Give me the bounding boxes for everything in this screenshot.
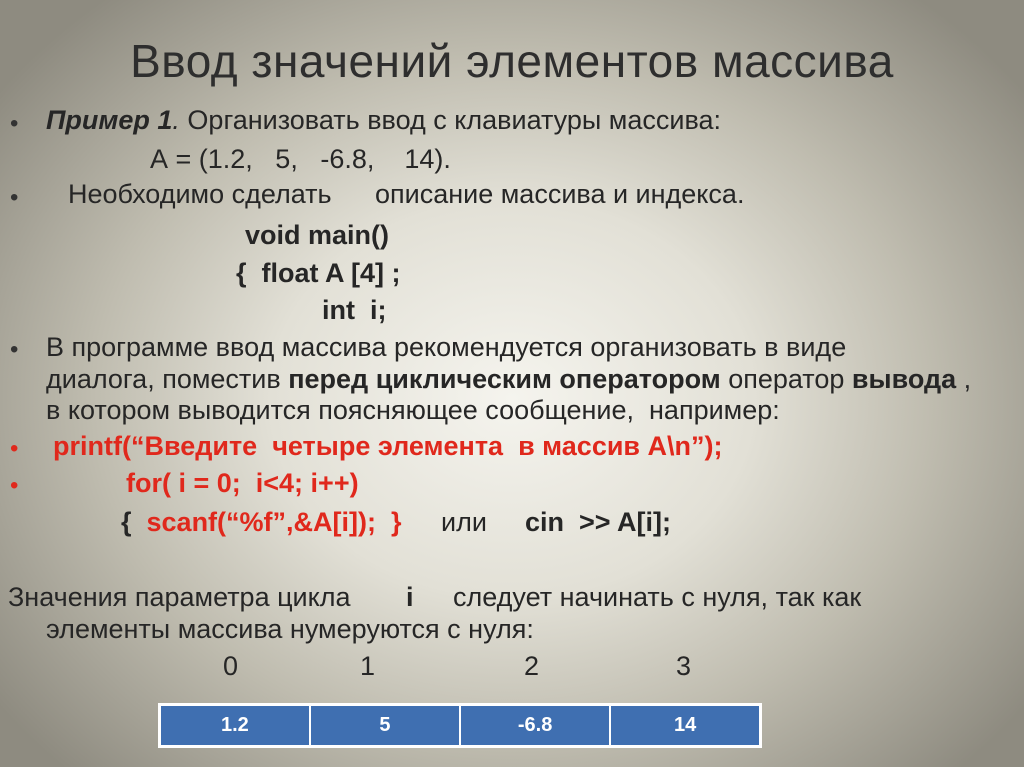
example-line (46, 107, 721, 134)
code-void-main: void main() (245, 220, 390, 250)
paragraph-emphasis: перед циклическим оператором (288, 364, 721, 394)
paragraph-text: оператор (720, 364, 852, 394)
example-label: Пример 1 (46, 105, 173, 135)
bullet-marker: • (10, 472, 19, 499)
array-index: 0 (223, 651, 239, 681)
array-cell: 5 (310, 705, 460, 747)
paragraph-emphasis: вывода (851, 364, 957, 394)
array-index: 2 (524, 651, 540, 681)
code-scanf-line (121, 509, 402, 536)
paragraph-text: диалога, поместив (46, 364, 289, 394)
loop-param-text-1: Значения параметра цикла (8, 582, 351, 612)
code-brace: { (121, 507, 147, 537)
code-cin: cin >> A[i]; (525, 507, 672, 537)
array-cell: -6.8 (460, 705, 610, 747)
array-table (158, 703, 762, 748)
loop-param-text-3: элементы массива нумеруются с нуля: (46, 614, 534, 644)
table-row (160, 705, 761, 747)
array-index: 3 (676, 651, 692, 681)
loop-param-text-2: следует начинать с нуля, так как (453, 582, 862, 612)
or-word: или (441, 507, 487, 537)
example-dot: . (172, 105, 180, 135)
slide-title: Ввод значений элементов массива (130, 35, 894, 87)
code-float-decl: { float A [4] ; (236, 258, 401, 288)
paragraph-line-3: в котором выводится поясняющее сообщение, например: (46, 395, 780, 425)
code-printf: printf(“Введите четыре элемента в массив A\n”); (53, 431, 723, 461)
array-definition: А = (1.2, 5, -6.8, 14). (150, 144, 451, 174)
array-cell: 1.2 (160, 705, 310, 747)
code-for: for( i = 0; i<4; i++) (126, 468, 359, 498)
code-scanf: scanf(“%f”,&A[i]); } (146, 507, 402, 537)
paragraph-line-2 (46, 366, 971, 393)
bullet-marker: • (10, 184, 19, 211)
paragraph-text: , (956, 364, 972, 394)
description-part-2: описание массива и индекса. (375, 179, 745, 209)
description-part-1: Необходимо сделать (68, 179, 332, 209)
array-index: 1 (360, 651, 376, 681)
bullet-marker: • (10, 110, 19, 137)
bullet-marker: • (10, 435, 19, 462)
bullet-marker: • (10, 336, 19, 363)
example-text: Организовать ввод с клавиатуры массива: (179, 105, 722, 135)
loop-param-i: i (406, 582, 414, 612)
code-int-decl: int i; (322, 295, 387, 325)
array-cell: 14 (610, 705, 760, 747)
paragraph-line-1: В программе ввод массива рекомендуется организовать в виде (46, 332, 847, 362)
